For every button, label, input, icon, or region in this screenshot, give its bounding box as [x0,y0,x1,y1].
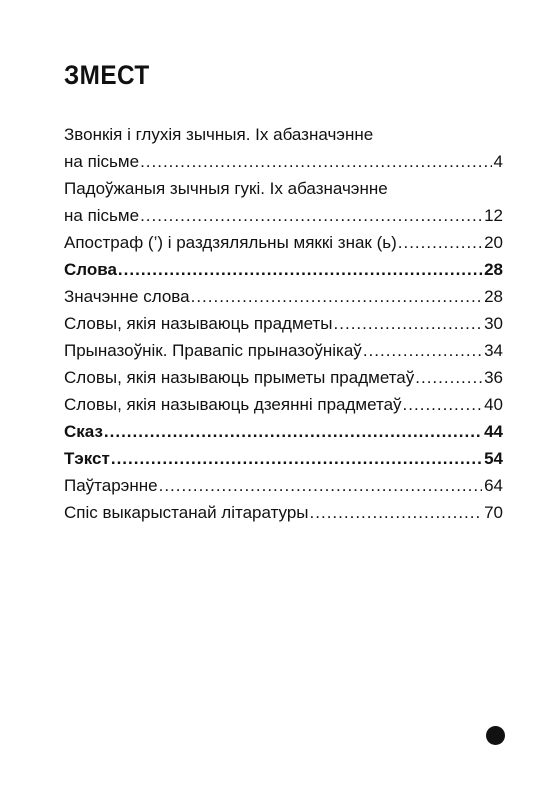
toc-page-number: 34 [484,341,503,360]
dot-leader [118,256,482,283]
dot-leader [191,283,482,310]
toc-entry-title: Словы, якія называюць прадметы [64,314,333,333]
toc-entry-voiced-voiceless[interactable] [64,121,503,175]
toc-entry-title: Спіс выкарыстанай літаратуры [64,503,309,522]
dot-leader [398,229,482,256]
toc-entry-apostrophe[interactable] [64,229,503,256]
toc-entry-title: на пісьме [64,152,140,171]
toc-entry-title: Значэнне слова [64,287,190,306]
dot-leader [159,472,482,499]
toc-entry-title: Тэкст [64,449,110,468]
toc-entry-title: Словы, якія называюць прыметы прадметаў [64,368,415,387]
toc-page-number: 4 [493,152,503,171]
toc-entry-text[interactable] [64,445,503,472]
toc-entry-title: Паўтарэнне [64,476,158,495]
table-of-contents [64,121,503,526]
toc-page-number: 44 [484,422,503,441]
dot-leader [403,391,483,418]
dot-leader [363,337,482,364]
toc-page-number: 40 [484,395,503,414]
toc-entry-action-words[interactable] [64,391,503,418]
toc-page-number: 28 [484,260,503,279]
page-marker-dot [486,726,505,745]
dot-leader [310,499,483,526]
toc-entry-object-words[interactable] [64,310,503,337]
toc-entry-title: Прыназоўнік. Правапіс прыназоўнікаў [64,341,362,360]
dot-leader [140,148,491,175]
dot-leader [104,418,482,445]
toc-entry-title-line1: Падоўжаныя зычныя гукі. Іх абазначэнне [64,179,388,198]
toc-entry-long-consonants[interactable] [64,175,503,229]
toc-entry-title: Сказ [64,422,103,441]
toc-entry-title: Слова [64,260,117,279]
dot-leader [140,202,482,229]
dot-leader [111,445,482,472]
toc-entry-word-meaning[interactable] [64,283,503,310]
dot-leader [415,364,482,391]
toc-page-number: 12 [484,206,503,225]
dot-leader [334,310,483,337]
toc-entry-sentence[interactable] [64,418,503,445]
toc-page-number: 54 [484,449,503,468]
toc-entry-prepositions[interactable] [64,337,503,364]
toc-entry-title-line1: Звонкія і глухія зычныя. Іх абазначэнне [64,125,374,144]
toc-entry-title: Апостраф (’) і раздзяляльны мяккі знак (ь) [64,233,397,252]
toc-entry-title: на пісьме [64,206,140,225]
page-title: ЗМЕСТ [64,60,150,90]
toc-page-number: 64 [484,476,503,495]
toc-page-number: 70 [484,503,503,522]
toc-entry-attribute-words[interactable] [64,364,503,391]
toc-page-number: 30 [484,314,503,333]
toc-entry-title: Словы, якія называюць дзеянні прадметаў [64,395,402,414]
toc-entry-word[interactable] [64,256,503,283]
toc-entry-review[interactable] [64,472,503,499]
toc-page-number: 20 [484,233,503,252]
toc-page-number: 28 [484,287,503,306]
toc-entry-bibliography[interactable] [64,499,503,526]
toc-page-number: 36 [484,368,503,387]
